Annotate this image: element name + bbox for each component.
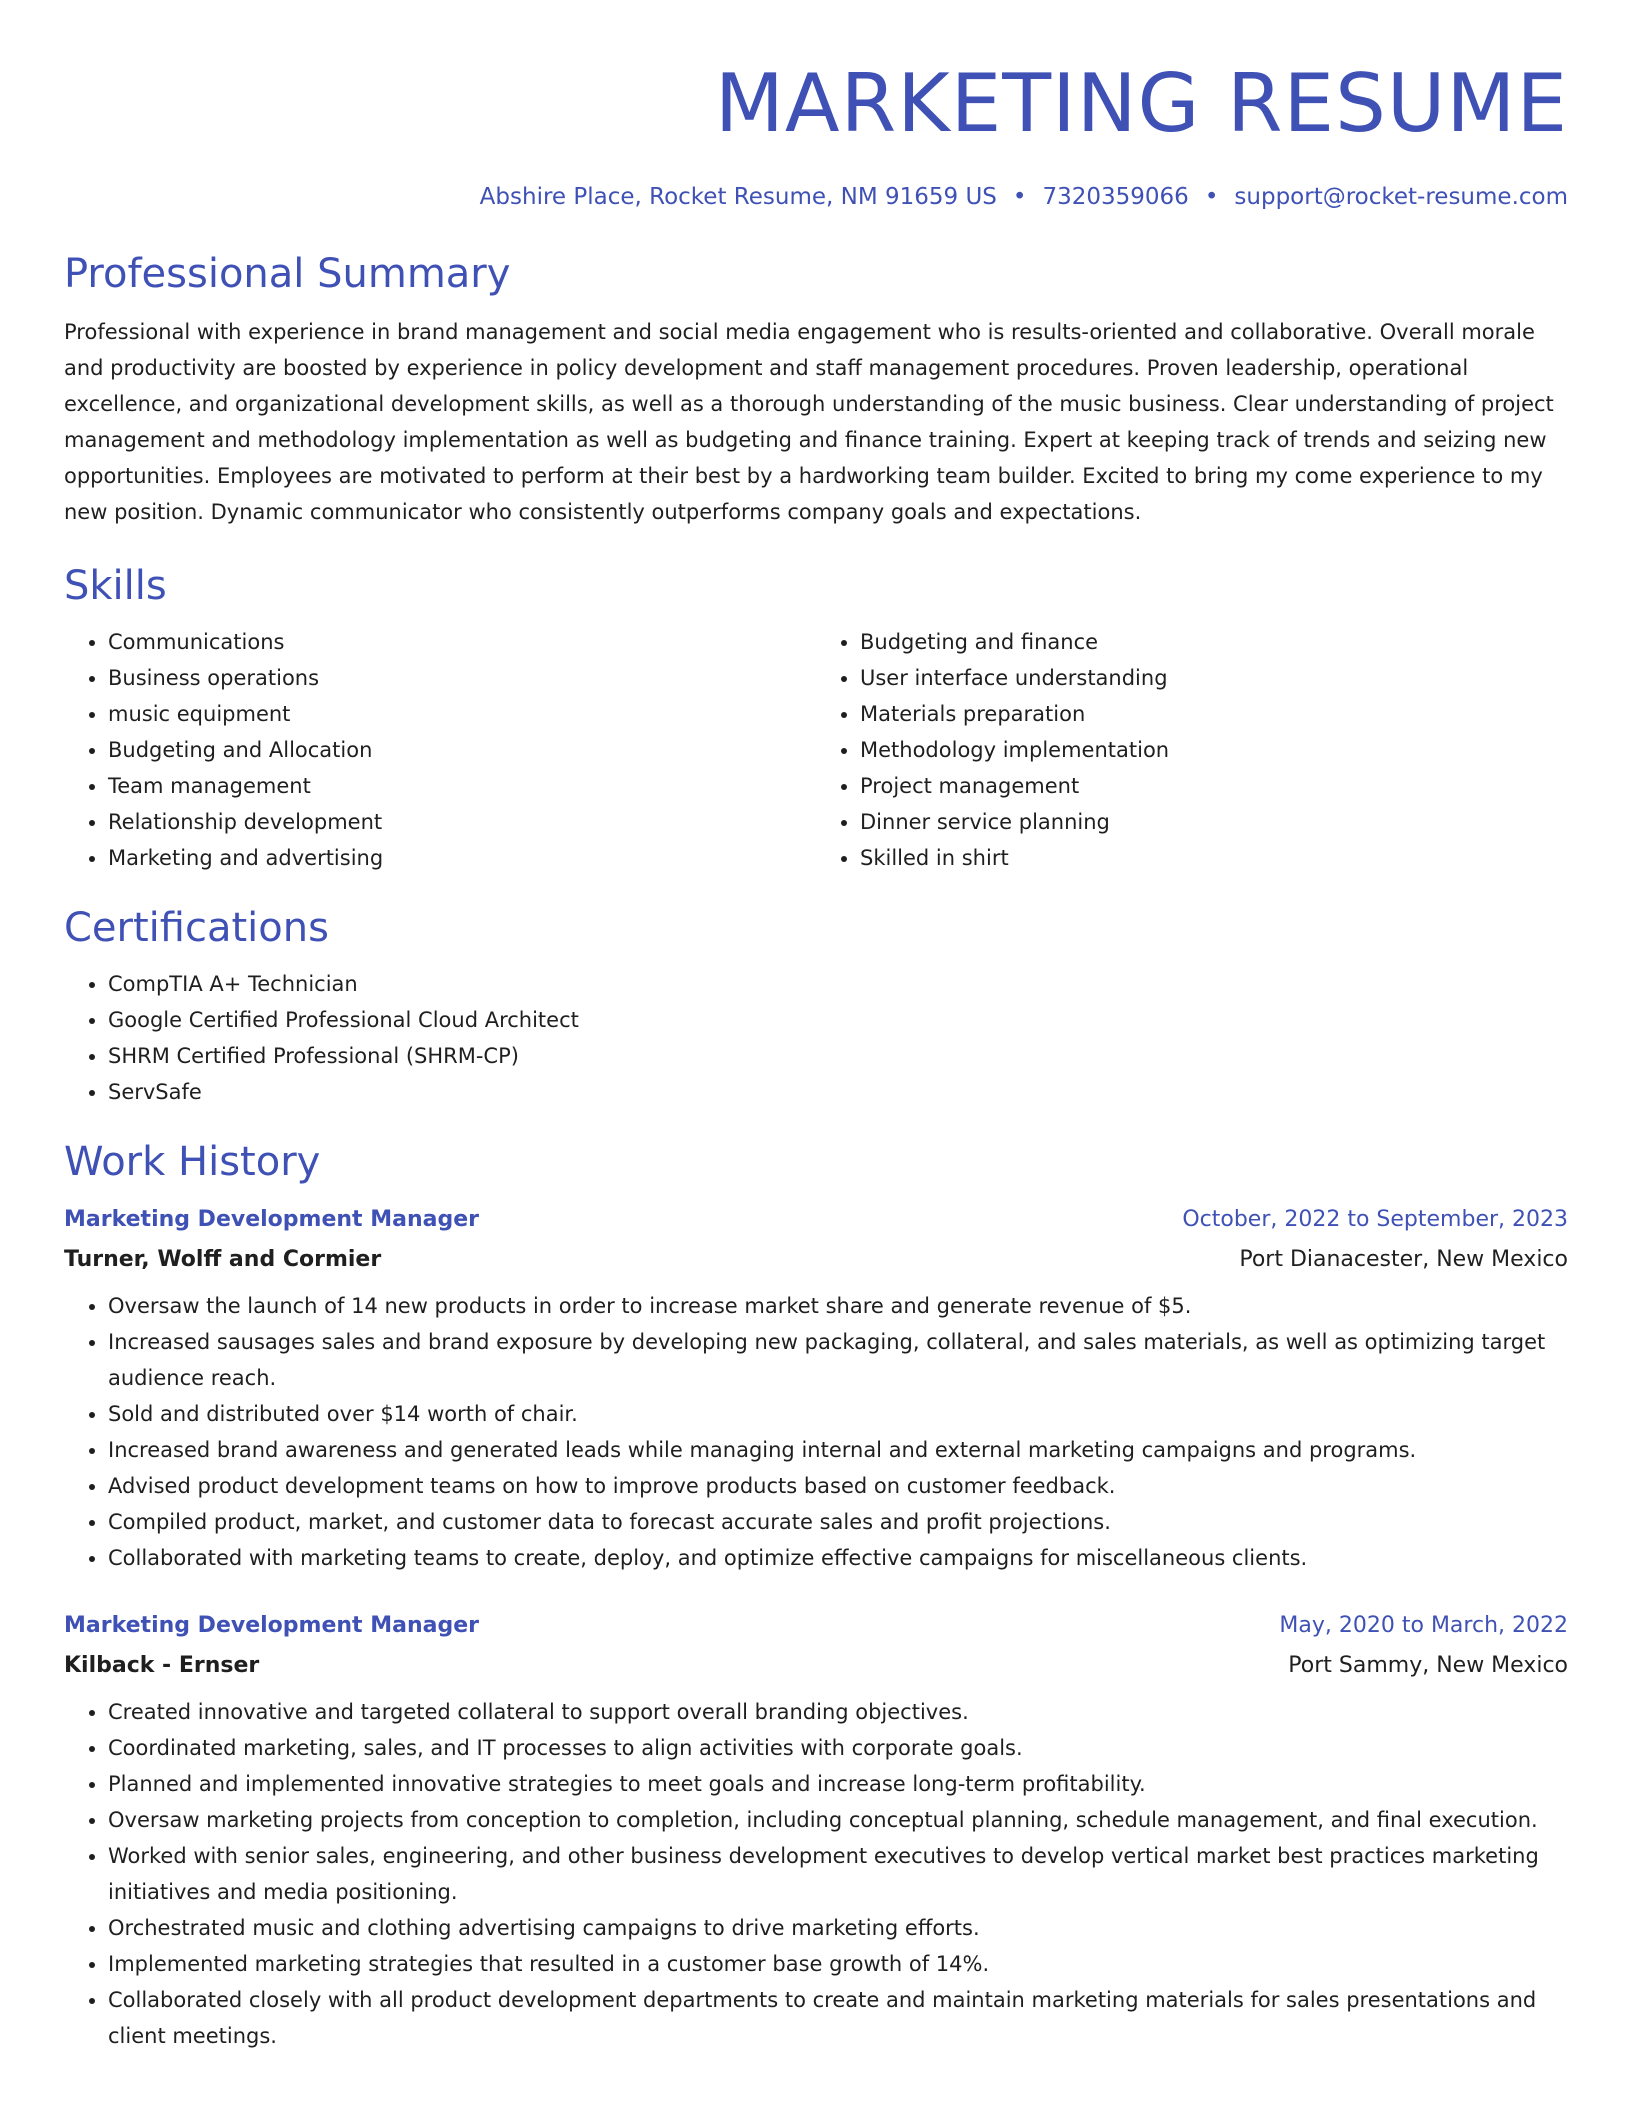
job-location: Port Sammy, New Mexico bbox=[1288, 1653, 1568, 1678]
contact-separator: • bbox=[1204, 184, 1219, 210]
job-company: Turner, Wolff and Cormier bbox=[64, 1247, 382, 1272]
job-location: Port Dianacester, New Mexico bbox=[1239, 1247, 1568, 1272]
work-history-heading: Work History bbox=[64, 1139, 321, 1185]
summary-heading: Professional Summary bbox=[64, 251, 511, 297]
job-bullet: • Orchestrated music and clothing advertising campaigns to drive marketing efforts. bbox=[108, 1910, 1568, 1946]
job-bullet: • Oversaw marketing projects from conception to completion, including conceptual planning, schedule management, and final execution. bbox=[108, 1802, 1568, 1838]
contact-line bbox=[64, 182, 1568, 212]
skills-list-left bbox=[64, 624, 816, 876]
job-title: Marketing Development Manager bbox=[64, 1207, 479, 1232]
skill-item: • Methodology implementation bbox=[860, 732, 1568, 768]
contact-phone: 7320359066 bbox=[1042, 184, 1189, 210]
contact-email: support@rocket-resume.com bbox=[1234, 184, 1568, 210]
certification-item: • CompTIA A+ Technician bbox=[108, 966, 1568, 1002]
skill-item: • Marketing and advertising bbox=[108, 840, 816, 876]
job-title: Marketing Development Manager bbox=[64, 1613, 479, 1638]
job-bullet: • Collaborated closely with all product development departments to create and maintain marketing materials for sales presentations and client meetings. bbox=[108, 1982, 1568, 2054]
skill-item: • Communications bbox=[108, 624, 816, 660]
job-company-row bbox=[64, 1240, 1568, 1280]
skill-item: • Budgeting and Allocation bbox=[108, 732, 816, 768]
job-bullet: • Collaborated with marketing teams to create, deploy, and optimize effective campaigns for miscellaneous clients. bbox=[108, 1540, 1568, 1576]
job-bullet: • Oversaw the launch of 14 new products in order to increase market share and generate revenue of $5. bbox=[108, 1288, 1568, 1324]
job-bullets bbox=[64, 1288, 1568, 1576]
job-bullet: • Compiled product, market, and customer data to forecast accurate sales and profit projections. bbox=[108, 1504, 1568, 1540]
skills-heading: Skills bbox=[64, 563, 167, 609]
skill-item: • music equipment bbox=[108, 696, 816, 732]
certification-item: • SHRM Certified Professional (SHRM-CP) bbox=[108, 1038, 1568, 1074]
skill-item: • Relationship development bbox=[108, 804, 816, 840]
job-bullet: • Created innovative and targeted collateral to support overall branding objectives. bbox=[108, 1694, 1568, 1730]
skill-item: • Skilled in shirt bbox=[860, 840, 1568, 876]
job-company-row bbox=[64, 1646, 1568, 1686]
job-bullet: • Planned and implemented innovative strategies to meet goals and increase long-term profitability. bbox=[108, 1766, 1568, 1802]
job-bullets bbox=[64, 1694, 1568, 2054]
resume-title: MARKETING RESUME bbox=[714, 57, 1568, 150]
summary-text: Professional with experience in brand management and social media engagement who is results-oriented and collaborative. Overall morale and productivity are boosted by experience in policy development and staff management procedures. Proven leadership, operational excellence, and organizational development skills, as well as a thorough understanding of the music business. Clear understanding of project management and methodology implementation as well as budgeting and finance training. Expert at keeping track of trends and seizing new opportunities. Employees are motivated to perform at their best by a hardworking team builder. Excited to bring my come experience to my new position. Dynamic communicator who consistently outperforms company goals and expectations. bbox=[64, 320, 1554, 524]
job-bullet: • Increased sausages sales and brand exposure by developing new packaging, collateral, and sales materials, as well as optimizing target audience reach. bbox=[108, 1324, 1568, 1396]
job-bullet: • Worked with senior sales, engineering, and other business development executives to develop vertical market best practices marketing initiatives and media positioning. bbox=[108, 1838, 1568, 1910]
job-dates: October, 2022 to September, 2023 bbox=[1182, 1207, 1568, 1232]
certification-item: • ServSafe bbox=[108, 1074, 1568, 1110]
job-bullet: • Advised product development teams on how to improve products based on customer feedback. bbox=[108, 1468, 1568, 1504]
job-entry bbox=[64, 1606, 1568, 2054]
contact-address: Abshire Place, Rocket Resume, NM 91659 US bbox=[479, 184, 997, 210]
job-bullet: • Implemented marketing strategies that resulted in a customer base growth of 14%. bbox=[108, 1946, 1568, 1982]
job-bullet: • Sold and distributed over $14 worth of chair. bbox=[108, 1396, 1568, 1432]
skill-item: • Dinner service planning bbox=[860, 804, 1568, 840]
job-header-row bbox=[64, 1606, 1568, 1646]
skill-item: • Project management bbox=[860, 768, 1568, 804]
skill-item: • User interface understanding bbox=[860, 660, 1568, 696]
certifications-heading: Certifications bbox=[64, 905, 329, 951]
skills-columns bbox=[64, 624, 1568, 876]
job-dates: May, 2020 to March, 2022 bbox=[1279, 1613, 1568, 1638]
job-bullet: • Coordinated marketing, sales, and IT processes to align activities with corporate goals. bbox=[108, 1730, 1568, 1766]
job-entry bbox=[64, 1200, 1568, 1576]
certifications-list bbox=[64, 966, 1568, 1110]
certification-item: • Google Certified Professional Cloud Architect bbox=[108, 1002, 1568, 1038]
skill-item: • Team management bbox=[108, 768, 816, 804]
job-bullet: • Increased brand awareness and generated leads while managing internal and external marketing campaigns and programs. bbox=[108, 1432, 1568, 1468]
job-header-row bbox=[64, 1200, 1568, 1240]
job-company: Kilback - Ernser bbox=[64, 1653, 260, 1678]
skill-item: • Materials preparation bbox=[860, 696, 1568, 732]
skills-list-right bbox=[816, 624, 1568, 876]
contact-separator: • bbox=[1012, 184, 1027, 210]
skill-item: • Budgeting and finance bbox=[860, 624, 1568, 660]
skill-item: • Business operations bbox=[108, 660, 816, 696]
